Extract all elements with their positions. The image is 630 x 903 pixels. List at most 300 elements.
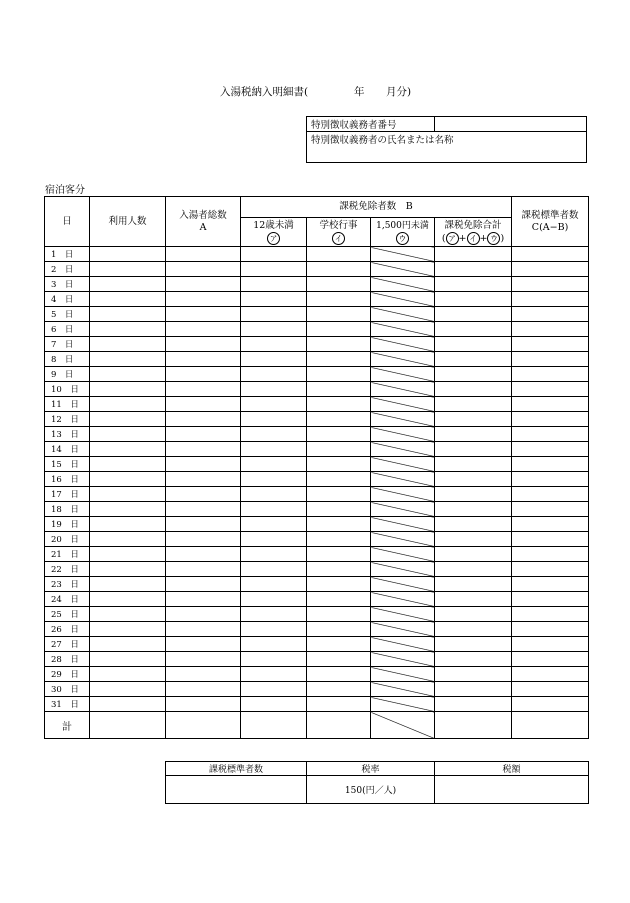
exempt-total-cell[interactable] (435, 637, 512, 652)
under1500-cell (371, 307, 435, 322)
users-cell[interactable] (90, 277, 166, 292)
table-row (45, 532, 589, 547)
school-cell[interactable] (307, 292, 371, 307)
under1500-cell (371, 502, 435, 517)
day-label: 23 日 (45, 577, 90, 592)
formula-a-circle: ア (446, 232, 459, 245)
under12-cell[interactable] (241, 547, 307, 562)
school-cell[interactable] (307, 682, 371, 697)
header-users: 利用人数 (90, 197, 166, 247)
day-label: 28 日 (45, 652, 90, 667)
exempt-total-cell[interactable] (435, 292, 512, 307)
under12-cell[interactable] (241, 502, 307, 517)
exempt-total-cell[interactable] (435, 622, 512, 637)
total-bathers-cell[interactable] (166, 637, 241, 652)
taxpayer-name-label: 特別徴収義務者の氏名または名称 (311, 135, 454, 146)
under1500-cell (371, 532, 435, 547)
standard-cell[interactable] (512, 397, 589, 412)
total-bathers-cell[interactable] (166, 682, 241, 697)
exempt-total-cell[interactable] (435, 277, 512, 292)
header-total-bathers (166, 197, 241, 247)
exempt-total-cell[interactable] (435, 712, 512, 739)
day-label: 11 日 (45, 397, 90, 412)
under12-cell[interactable] (241, 322, 307, 337)
users-cell[interactable] (90, 547, 166, 562)
under12-cell[interactable] (241, 652, 307, 667)
users-cell[interactable] (90, 307, 166, 322)
day-label: 2 日 (45, 262, 90, 277)
header-exempt-total-label: 課税免除合計 (444, 219, 502, 231)
standard-cell[interactable] (512, 577, 589, 592)
total-bathers-cell[interactable] (166, 607, 241, 622)
total-bathers-cell[interactable] (166, 517, 241, 532)
exempt-total-cell[interactable] (435, 517, 512, 532)
under12-cell[interactable] (241, 577, 307, 592)
exempt-total-cell[interactable] (435, 697, 512, 712)
school-cell[interactable] (307, 367, 371, 382)
total-bathers-cell[interactable] (166, 697, 241, 712)
school-cell[interactable] (307, 442, 371, 457)
exempt-total-cell[interactable] (435, 502, 512, 517)
under1500-cell (371, 382, 435, 397)
users-cell[interactable] (90, 652, 166, 667)
standard-cell[interactable] (512, 517, 589, 532)
header-under1500-label: 1,500円未満 (376, 220, 429, 231)
day-label: 31 日 (45, 697, 90, 712)
under12-cell[interactable] (241, 277, 307, 292)
exempt-total-cell[interactable] (435, 262, 512, 277)
school-cell[interactable] (307, 502, 371, 517)
under12-cell[interactable] (241, 307, 307, 322)
table-row (45, 562, 589, 577)
table-row (45, 592, 589, 607)
standard-cell[interactable] (512, 562, 589, 577)
exempt-total-cell[interactable] (435, 322, 512, 337)
day-label: 30 日 (45, 682, 90, 697)
standard-cell[interactable] (512, 607, 589, 622)
school-cell[interactable] (307, 532, 371, 547)
total-bathers-cell[interactable] (166, 652, 241, 667)
under1500-cell (371, 697, 435, 712)
users-cell[interactable] (90, 472, 166, 487)
standard-cell[interactable] (512, 292, 589, 307)
school-cell[interactable] (307, 667, 371, 682)
mark-i-circle: イ (332, 232, 345, 245)
standard-cell[interactable] (512, 247, 589, 262)
under1500-cell (371, 547, 435, 562)
summary-amount-field[interactable] (435, 776, 589, 804)
day-label: 29 日 (45, 667, 90, 682)
users-cell[interactable] (90, 292, 166, 307)
table-row (45, 652, 589, 667)
table-row (45, 607, 589, 622)
under1500-cell (371, 457, 435, 472)
under1500-cell (371, 322, 435, 337)
exempt-total-cell[interactable] (435, 397, 512, 412)
school-cell[interactable] (307, 277, 371, 292)
exempt-total-cell[interactable] (435, 382, 512, 397)
header-standard-line1: 課税標準者数 (521, 209, 579, 221)
under12-cell[interactable] (241, 592, 307, 607)
total-bathers-cell[interactable] (166, 427, 241, 442)
taxpayer-number-field[interactable] (434, 117, 586, 132)
taxpayer-name-field[interactable] (307, 132, 587, 163)
users-cell[interactable] (90, 682, 166, 697)
under12-cell[interactable] (241, 667, 307, 682)
exempt-total-cell[interactable] (435, 667, 512, 682)
under12-cell[interactable] (241, 487, 307, 502)
under12-cell[interactable] (241, 382, 307, 397)
users-cell[interactable] (90, 397, 166, 412)
under1500-cell (371, 367, 435, 382)
daily-bathers-table (44, 196, 589, 739)
total-bathers-cell[interactable] (166, 262, 241, 277)
under12-cell[interactable] (241, 532, 307, 547)
header-exempt-total-formula (435, 232, 511, 245)
under1500-cell (371, 472, 435, 487)
under1500-cell (371, 562, 435, 577)
total-bathers-cell[interactable] (166, 487, 241, 502)
table-row (45, 367, 589, 382)
under1500-cell (371, 262, 435, 277)
header-under12-label: 12歳未満 (253, 219, 294, 231)
school-cell[interactable] (307, 712, 371, 739)
standard-cell[interactable] (512, 592, 589, 607)
day-label: 3 日 (45, 277, 90, 292)
table-row (45, 502, 589, 517)
total-bathers-cell[interactable] (166, 337, 241, 352)
school-cell[interactable] (307, 472, 371, 487)
users-cell[interactable] (90, 337, 166, 352)
users-cell[interactable] (90, 697, 166, 712)
standard-cell[interactable] (512, 682, 589, 697)
day-label: 7 日 (45, 337, 90, 352)
under1500-cell (371, 487, 435, 502)
under12-cell[interactable] (241, 607, 307, 622)
standard-cell[interactable] (512, 277, 589, 292)
under1500-cell (371, 712, 435, 739)
table-row (45, 472, 589, 487)
school-cell[interactable] (307, 247, 371, 262)
under12-cell[interactable] (241, 412, 307, 427)
school-cell[interactable] (307, 262, 371, 277)
exempt-total-cell[interactable] (435, 682, 512, 697)
users-cell[interactable] (90, 427, 166, 442)
total-bathers-cell[interactable] (166, 532, 241, 547)
under1500-cell (371, 397, 435, 412)
school-cell[interactable] (307, 322, 371, 337)
total-bathers-cell[interactable] (166, 442, 241, 457)
header-under1500 (371, 218, 435, 247)
total-bathers-cell[interactable] (166, 712, 241, 739)
under1500-cell (371, 637, 435, 652)
users-cell[interactable] (90, 502, 166, 517)
school-cell[interactable] (307, 652, 371, 667)
school-cell[interactable] (307, 697, 371, 712)
users-cell[interactable] (90, 442, 166, 457)
table-row (45, 457, 589, 472)
school-cell[interactable] (307, 487, 371, 502)
total-bathers-cell[interactable] (166, 382, 241, 397)
under12-cell[interactable] (241, 637, 307, 652)
under12-cell[interactable] (241, 517, 307, 532)
users-cell[interactable] (90, 247, 166, 262)
under12-cell[interactable] (241, 427, 307, 442)
exempt-total-cell[interactable] (435, 352, 512, 367)
users-cell[interactable] (90, 592, 166, 607)
under12-cell[interactable] (241, 472, 307, 487)
users-cell[interactable] (90, 487, 166, 502)
standard-cell[interactable] (512, 637, 589, 652)
exempt-total-cell[interactable] (435, 607, 512, 622)
under12-cell[interactable] (241, 712, 307, 739)
users-cell[interactable] (90, 637, 166, 652)
standard-cell[interactable] (512, 322, 589, 337)
exempt-total-cell[interactable] (435, 652, 512, 667)
standard-cell[interactable] (512, 427, 589, 442)
under1500-cell (371, 412, 435, 427)
exempt-total-cell[interactable] (435, 457, 512, 472)
total-bathers-cell[interactable] (166, 472, 241, 487)
under1500-cell (371, 517, 435, 532)
school-cell[interactable] (307, 307, 371, 322)
under12-cell[interactable] (241, 337, 307, 352)
standard-cell[interactable] (512, 337, 589, 352)
school-cell[interactable] (307, 622, 371, 637)
under12-cell[interactable] (241, 457, 307, 472)
table-row (45, 247, 589, 262)
header-day: 日 (45, 197, 90, 247)
total-bathers-cell[interactable] (166, 277, 241, 292)
table-row (45, 352, 589, 367)
total-bathers-cell[interactable] (166, 412, 241, 427)
under12-cell[interactable] (241, 397, 307, 412)
users-cell[interactable] (90, 382, 166, 397)
standard-cell[interactable] (512, 367, 589, 382)
day-label: 13 日 (45, 427, 90, 442)
users-cell[interactable] (90, 262, 166, 277)
standard-cell[interactable] (512, 262, 589, 277)
total-bathers-cell[interactable] (166, 367, 241, 382)
under1500-cell (371, 277, 435, 292)
users-cell[interactable] (90, 367, 166, 382)
users-cell[interactable] (90, 352, 166, 367)
total-bathers-cell[interactable] (166, 667, 241, 682)
school-cell[interactable] (307, 562, 371, 577)
total-bathers-cell[interactable] (166, 547, 241, 562)
school-cell[interactable] (307, 382, 371, 397)
under1500-cell (371, 682, 435, 697)
table-row (45, 412, 589, 427)
exempt-total-cell[interactable] (435, 547, 512, 562)
total-bathers-cell[interactable] (166, 562, 241, 577)
under12-cell[interactable] (241, 622, 307, 637)
under1500-cell (371, 577, 435, 592)
day-label: 4 日 (45, 292, 90, 307)
users-cell[interactable] (90, 577, 166, 592)
under12-cell[interactable] (241, 562, 307, 577)
standard-cell[interactable] (512, 457, 589, 472)
standard-cell[interactable] (512, 712, 589, 739)
under12-cell[interactable] (241, 352, 307, 367)
title-year-label: 年 (354, 86, 365, 98)
total-bathers-cell[interactable] (166, 397, 241, 412)
users-cell[interactable] (90, 322, 166, 337)
under1500-cell (371, 667, 435, 682)
day-label: 26 日 (45, 622, 90, 637)
standard-cell[interactable] (512, 412, 589, 427)
header-school-label: 学校行事 (319, 219, 358, 231)
table-row (45, 292, 589, 307)
mark-u-circle: ウ (396, 232, 409, 245)
users-cell[interactable] (90, 622, 166, 637)
section-label: 宿泊客分 (45, 185, 85, 196)
summary-rate-value: 150(円／人) (307, 776, 435, 804)
day-label: 17 日 (45, 487, 90, 502)
under1500-cell (371, 592, 435, 607)
table-row (45, 442, 589, 457)
standard-cell[interactable] (512, 697, 589, 712)
total-bathers-cell[interactable] (166, 592, 241, 607)
day-label: 9 日 (45, 367, 90, 382)
exempt-total-cell[interactable] (435, 412, 512, 427)
table-row (45, 307, 589, 322)
standard-cell[interactable] (512, 487, 589, 502)
users-cell[interactable] (90, 562, 166, 577)
table-row (45, 637, 589, 652)
total-bathers-cell[interactable] (166, 502, 241, 517)
day-label: 1 日 (45, 247, 90, 262)
day-label: 18 日 (45, 502, 90, 517)
day-label: 14 日 (45, 442, 90, 457)
under12-cell[interactable] (241, 247, 307, 262)
under1500-cell (371, 427, 435, 442)
formula-close-paren: ) (500, 232, 505, 244)
summary-standard-field[interactable] (166, 776, 307, 804)
users-cell[interactable] (90, 667, 166, 682)
under1500-cell (371, 247, 435, 262)
exempt-total-cell[interactable] (435, 427, 512, 442)
standard-cell[interactable] (512, 472, 589, 487)
standard-cell[interactable] (512, 652, 589, 667)
exempt-total-cell[interactable] (435, 307, 512, 322)
document-title (0, 84, 630, 98)
header-standard (512, 197, 589, 247)
under12-cell[interactable] (241, 697, 307, 712)
users-cell[interactable] (90, 517, 166, 532)
table-row (45, 427, 589, 442)
exempt-total-cell[interactable] (435, 337, 512, 352)
table-row (45, 337, 589, 352)
standard-cell[interactable] (512, 382, 589, 397)
under12-cell[interactable] (241, 367, 307, 382)
table-row (45, 682, 589, 697)
users-cell[interactable] (90, 607, 166, 622)
school-cell[interactable] (307, 517, 371, 532)
table-row (45, 322, 589, 337)
school-cell[interactable] (307, 607, 371, 622)
exempt-total-cell[interactable] (435, 247, 512, 262)
title-text: 入湯税納入明細書( (220, 86, 309, 98)
day-rows (45, 247, 589, 739)
total-bathers-cell[interactable] (166, 292, 241, 307)
school-cell[interactable] (307, 637, 371, 652)
school-cell[interactable] (307, 457, 371, 472)
total-bathers-cell[interactable] (166, 307, 241, 322)
standard-cell[interactable] (512, 442, 589, 457)
total-bathers-cell[interactable] (166, 352, 241, 367)
day-label: 22 日 (45, 562, 90, 577)
exempt-total-cell[interactable] (435, 577, 512, 592)
exempt-total-cell[interactable] (435, 487, 512, 502)
total-bathers-cell[interactable] (166, 322, 241, 337)
exempt-total-cell[interactable] (435, 472, 512, 487)
school-cell[interactable] (307, 427, 371, 442)
day-label: 27 日 (45, 637, 90, 652)
under1500-cell (371, 442, 435, 457)
standard-cell[interactable] (512, 502, 589, 517)
total-bathers-cell[interactable] (166, 577, 241, 592)
standard-cell[interactable] (512, 532, 589, 547)
taxpayer-number-label: 特別徴収義務者番号 (307, 117, 435, 132)
under1500-cell (371, 337, 435, 352)
total-bathers-cell[interactable] (166, 457, 241, 472)
table-row (45, 382, 589, 397)
school-cell[interactable] (307, 412, 371, 427)
school-cell[interactable] (307, 547, 371, 562)
day-label: 16 日 (45, 472, 90, 487)
under1500-cell (371, 607, 435, 622)
exempt-total-cell[interactable] (435, 562, 512, 577)
under12-cell[interactable] (241, 442, 307, 457)
table-row (45, 487, 589, 502)
table-row (45, 697, 589, 712)
table-row (45, 577, 589, 592)
users-cell[interactable] (90, 457, 166, 472)
school-cell[interactable] (307, 592, 371, 607)
exempt-total-cell[interactable] (435, 442, 512, 457)
school-cell[interactable] (307, 337, 371, 352)
table-row (45, 277, 589, 292)
exempt-total-cell[interactable] (435, 532, 512, 547)
standard-cell[interactable] (512, 307, 589, 322)
under12-cell[interactable] (241, 292, 307, 307)
under1500-cell (371, 352, 435, 367)
under12-cell[interactable] (241, 262, 307, 277)
standard-cell[interactable] (512, 667, 589, 682)
users-cell[interactable] (90, 412, 166, 427)
school-cell[interactable] (307, 352, 371, 367)
formula-plus-2: + (479, 232, 488, 244)
users-cell[interactable] (90, 532, 166, 547)
summary-header-standard: 課税標準者数 (166, 762, 307, 776)
users-cell[interactable] (90, 712, 166, 739)
total-bathers-cell[interactable] (166, 247, 241, 262)
formula-plus-1: + (458, 232, 467, 244)
day-label: 6 日 (45, 322, 90, 337)
standard-cell[interactable] (512, 622, 589, 637)
total-bathers-cell[interactable] (166, 622, 241, 637)
exempt-total-cell[interactable] (435, 367, 512, 382)
standard-cell[interactable] (512, 352, 589, 367)
exempt-total-cell[interactable] (435, 592, 512, 607)
standard-cell[interactable] (512, 547, 589, 562)
day-label: 12 日 (45, 412, 90, 427)
school-cell[interactable] (307, 397, 371, 412)
title-month-label: 月分) (386, 86, 412, 98)
under12-cell[interactable] (241, 682, 307, 697)
school-cell[interactable] (307, 577, 371, 592)
